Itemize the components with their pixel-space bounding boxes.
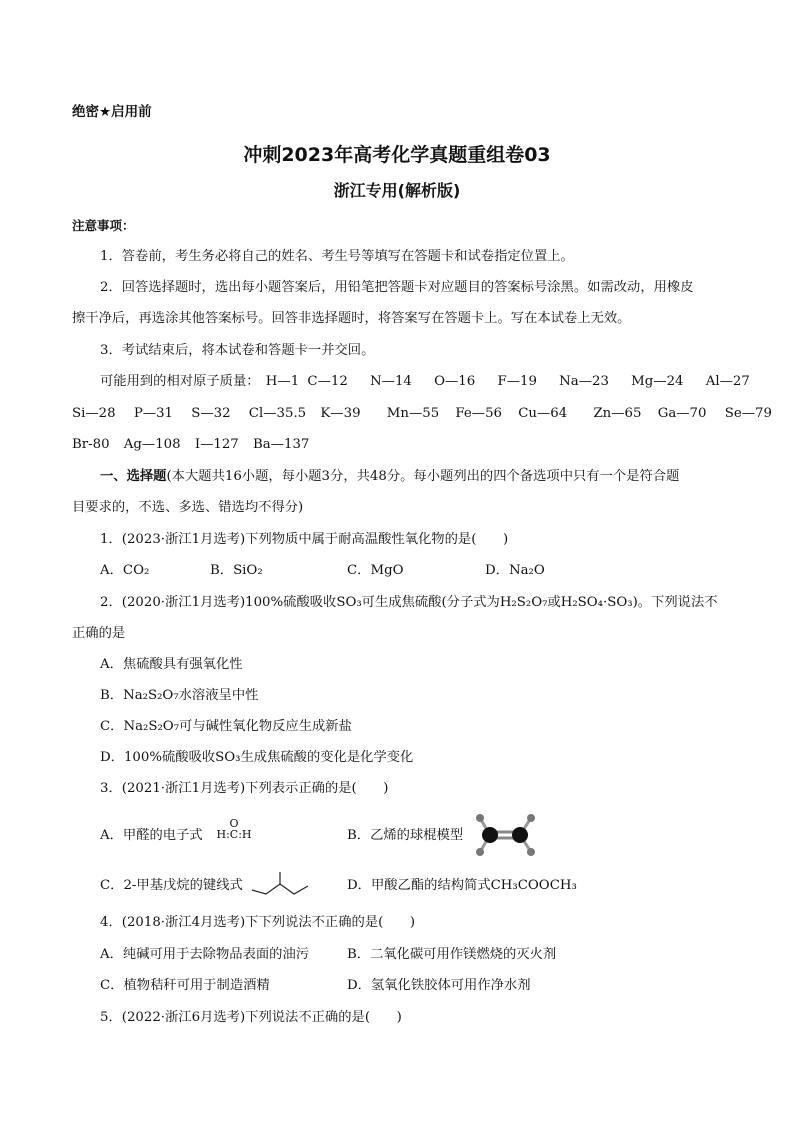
q4-stem: 4．(2018·浙江4月选考)下下列说法不正确的是( ) xyxy=(100,915,416,930)
q3-option-d: D．甲酸乙酯的结构简式CH₃COOCH₃ xyxy=(347,878,577,893)
atomic-mass-row-3 xyxy=(72,436,724,454)
q3-stem: 3．(2021·浙江1月选考)下列表示正确的是( ) xyxy=(100,781,389,796)
atomic-mass: Zn—65 xyxy=(593,406,642,421)
q3-option-b: B．乙烯的球棍模型 xyxy=(347,828,464,843)
section-heading xyxy=(100,468,724,486)
notice-item-1: 1．答卷前，考生务必将自己的姓名、考生号等填写在答题卡和试卷指定位置上。 xyxy=(100,249,574,264)
atomic-mass: Si—28 xyxy=(72,406,116,421)
methylpentane-skeletal-formula xyxy=(250,872,312,896)
atomic-mass: H—1 xyxy=(265,374,300,389)
atomic-mass-row-1 xyxy=(100,373,750,391)
q1-option-c: C．MgO xyxy=(347,563,404,578)
q2-option-c: C．Na₂S₂O₇可与碱性氧化物反应生成新盐 xyxy=(100,719,352,734)
formula-oxygen: O xyxy=(229,817,239,830)
atomic-mass: Ba—137 xyxy=(252,437,310,452)
notice-item-2: 2．回答选择题时，选出每小题答案后，用铅笔把答题卡对应题目的答案标号涂黑。如需改动，用橡皮 xyxy=(100,280,694,295)
atomic-mass: F—19 xyxy=(497,374,537,389)
paper-subtitle: 浙江专用(解析版) xyxy=(333,181,461,200)
atomic-mass: Al—27 xyxy=(705,374,750,389)
q2-option-d: D．100%硫酸吸收SO₃生成焦硫酸的变化是化学变化 xyxy=(100,750,414,765)
atomic-mass: Fe—56 xyxy=(455,406,502,421)
atomic-mass: K—39 xyxy=(320,406,361,421)
notice-item-2-cont: 擦干净后，再选涂其他答案标号。回答非选择题时，将答案写在答题卡上。写在本试卷上无效。 xyxy=(72,311,631,326)
atomic-mass: Br-80 xyxy=(72,437,110,452)
atomic-mass: P—31 xyxy=(133,406,173,421)
q2-option-b: B．Na₂S₂O₇水溶液呈中性 xyxy=(100,688,259,703)
q2-stem: 2．(2020·浙江1月选考)100%硫酸吸收SO₃可生成焦硫酸(分子式为H₂S₂O₇或H₂SO₄·SO₃)。下列说法不 xyxy=(100,595,718,610)
formaldehyde-electron-formula xyxy=(214,818,254,840)
atomic-mass: O—16 xyxy=(434,374,476,389)
formula-hch: H:C:H xyxy=(216,828,252,841)
confidential-mark: 绝密★启用前 xyxy=(72,104,152,120)
q4-option-b: B．二氧化碳可用作镁燃烧的灭火剂 xyxy=(347,947,557,962)
q1-option-a: A．CO₂ xyxy=(100,563,150,578)
q2-stem-cont: 正确的是 xyxy=(72,626,126,641)
atomic-mass: Mg—24 xyxy=(631,374,684,389)
atomic-mass: C—12 xyxy=(307,374,348,389)
notice-item-3: 3．考试结束后，将本试卷和答题卡一并交回。 xyxy=(100,343,375,358)
paper-title: 冲刺2023年高考化学真题重组卷03 xyxy=(243,144,551,166)
q3-option-c: C．2-甲基戊烷的键线式 xyxy=(100,878,243,893)
atomic-mass: Na—23 xyxy=(559,374,609,389)
q1-stem: 1．(2023·浙江1月选考)下列物质中属于耐高温酸性氧化物的是( ) xyxy=(100,532,509,547)
q4-option-d: D．氢氧化铁胶体可用作净水剂 xyxy=(347,978,531,993)
notice-heading: 注意事项： xyxy=(72,218,135,233)
atomic-mass: Cu—64 xyxy=(518,406,568,421)
ethylene-ball-stick-model xyxy=(474,810,538,860)
q4-option-c: C．植物秸秆可用于制造酒精 xyxy=(100,978,270,993)
q4-option-a: A．纯碱可用于去除物品表面的油污 xyxy=(100,947,310,962)
q1-option-d: D．Na₂O xyxy=(485,563,545,578)
atomic-mass: Mn—55 xyxy=(386,406,440,421)
q2-option-a: A．焦硫酸具有强氧化性 xyxy=(100,657,243,672)
q1-option-b: B．SiO₂ xyxy=(210,563,263,578)
atomic-mass: Ga—70 xyxy=(657,406,707,421)
q5-stem: 5．(2022·浙江6月选考)下列说法不正确的是( ) xyxy=(100,1010,402,1025)
atomic-mass-intro: 可能用到的相对原子质量： xyxy=(100,374,260,389)
atomic-mass-row-2 xyxy=(72,405,772,423)
atomic-mass: Ag—108 xyxy=(123,437,181,452)
atomic-mass: I—127 xyxy=(194,437,239,452)
section-label: 一、选择题 xyxy=(100,469,167,484)
atomic-mass: N—14 xyxy=(370,374,412,389)
q3-option-a: A．甲醛的电子式 xyxy=(100,828,203,843)
atomic-mass: S—32 xyxy=(191,406,231,421)
atomic-mass: Se—79 xyxy=(724,406,772,421)
section-desc-cont: 目要求的，不选、多选、错选均不得分) xyxy=(72,500,304,515)
atomic-mass: Cl—35.5 xyxy=(248,406,307,421)
section-desc: (本大题共16小题，每小题3分，共48分。每小题列出的四个备选项中只有一个是符合题 xyxy=(166,469,680,484)
